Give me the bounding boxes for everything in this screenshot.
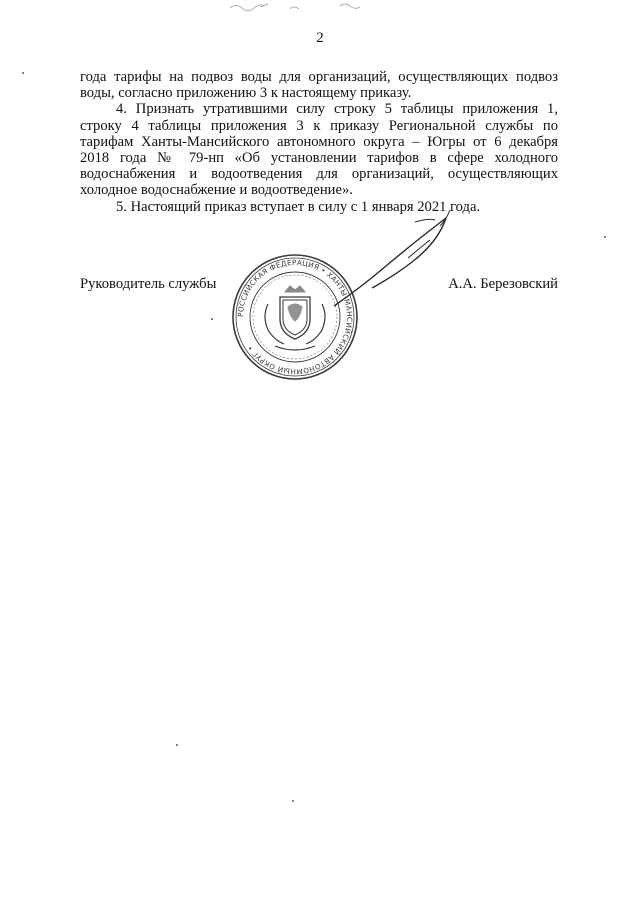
handwritten-signature xyxy=(320,210,490,310)
top-margin-scribble xyxy=(220,0,380,14)
page-number: 2 xyxy=(316,30,324,46)
signatory-name: А.А. Березовский xyxy=(448,276,558,292)
paragraph-5: 5. Настоящий приказ вступает в силу с 1 января 2021 года. xyxy=(116,198,481,215)
document-body xyxy=(80,69,558,215)
coat-of-arms-icon xyxy=(265,286,325,350)
margin-speck xyxy=(22,72,24,74)
margin-speck xyxy=(211,318,213,320)
signatory-title: Руководитель службы xyxy=(80,276,217,292)
margin-speck xyxy=(292,800,294,802)
margin-speck xyxy=(604,236,606,238)
margin-speck xyxy=(176,744,178,746)
paragraph-continuation: года тарифы на подвоз воды для организаций, осуществляющих подвоз воды, согласно приложению 3 к настоящему приказу. xyxy=(80,69,558,102)
paragraph-4: 4. Признать утратившими силу строку 5 таблицы приложения 1, строку 4 таблицы приложения 3 к приказу Региональной службы по тарифам Ханты-Мансийского автономного округа – Югры от 6 декабря 2018 года № 79-нп «Об установлении тарифов в сфере холодного водоснабжения и водоотведения для организаций, осуществляющих холодное водоснабжение и водоотведение». xyxy=(80,101,558,199)
seal-outer-text: РОССИЙСКАЯ ФЕДЕРАЦИЯ • ХАНТЫ-МАНСИЙСКИЙ АВТОНОМНЫЙ ОКРУГ • xyxy=(235,257,355,377)
